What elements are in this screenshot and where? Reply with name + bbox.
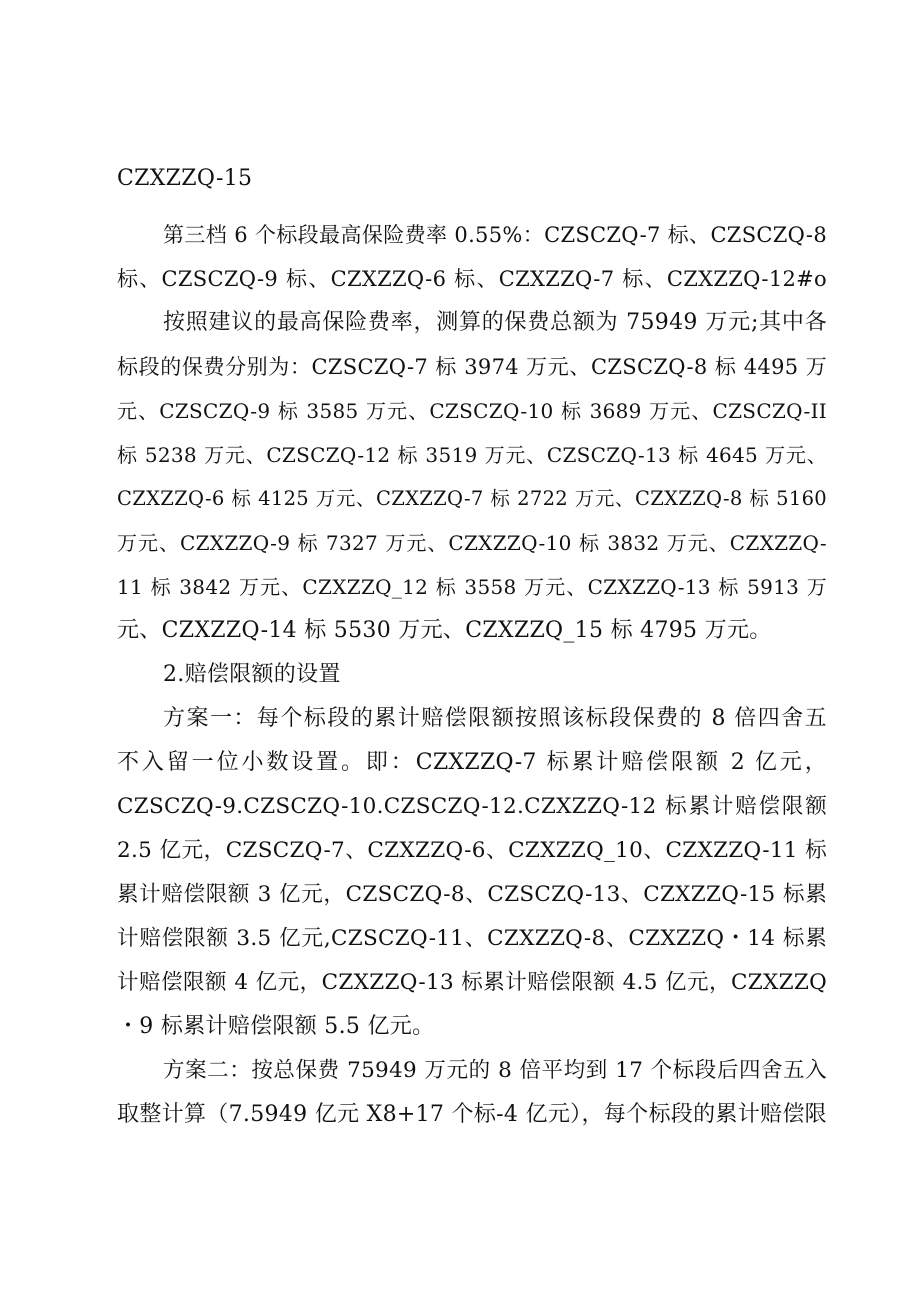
- text-line-15: CZSCZQ-9.CZSCZQ-10.CZSCZQ-12.CZXZZQ-12 标累计赔偿限额: [117, 794, 827, 819]
- text-line-1: CZXZZQ-15: [117, 166, 253, 191]
- text-line-21: 方案二：按总保费 75949 万元的 8 倍平均到 17 个标段后四舍五入: [163, 1058, 827, 1083]
- text-line-10: 11 标 3842 万元、CZXZZQ_12 标 3558 万元、CZXZZQ-13 标 5913 万: [117, 575, 827, 599]
- text-line-22: 取整计算（7.5949 亿元 X8+17 个标-4 亿元），每个标段的累计赔偿限: [117, 1102, 827, 1127]
- text-line-13: 方案一：每个标段的累计赔偿限额按照该标段保费的 8 倍四舍五: [163, 706, 827, 731]
- text-line-16: 2.5 亿元，CZSCZQ-7、CZXZZQ-6、CZXZZQ_10、CZXZZQ-11 标: [117, 838, 827, 863]
- text-line-2: 第三档 6 个标段最高保险费率 0.55%：CZSCZQ-7 标、CZSCZQ-8: [163, 223, 827, 247]
- text-line-18: 计赔偿限额 3.5 亿元,CZSCZQ-11、CZXZZQ-8、CZXZZQ・14 标累: [117, 926, 827, 951]
- text-line-11: 元、CZXZZQ-14 标 5530 万元、CZXZZQ_15 标 4795 万元。: [117, 618, 772, 643]
- text-line-7: 标 5238 万元、CZSCZQ-12 标 3519 万元、CZSCZQ-13 标 4645 万元、: [117, 443, 827, 467]
- text-line-6: 元、CZSCZQ-9 标 3585 万元、CZSCZQ-10 标 3689 万元、CZSCZQ-II: [117, 399, 827, 423]
- text-line-5: 标段的保费分别为：CZSCZQ-7 标 3974 万元、CZSCZQ-8 标 4495 万: [117, 355, 827, 379]
- text-line-17: 累计赔偿限额 3 亿元，CZSCZQ-8、CZSCZQ-13、CZXZZQ-15 标累: [117, 882, 827, 907]
- text-line-14: 不入留一位小数设置。即：CZXZZQ-7 标累计赔偿限额 2 亿元，: [117, 750, 827, 775]
- text-line-20: ・9 标累计赔偿限额 5.5 亿元。: [117, 1014, 435, 1039]
- text-line-9: 万元、CZXZZQ-9 标 7327 万元、CZXZZQ-10 标 3832 万元、CZXZZQ-: [117, 531, 827, 555]
- text-line-19: 计赔偿限额 4 亿元，CZXZZQ-13 标累计赔偿限额 4.5 亿元，CZXZZQ: [117, 970, 827, 995]
- text-line-3: 标、CZSCZQ-9 标、CZXZZQ-6 标、CZXZZQ-7 标、CZXZZQ-12#o: [117, 267, 827, 291]
- text-line-8: CZXZZQ-6 标 4125 万元、CZXZZQ-7 标 2722 万元、CZXZZQ-8 标 5160: [117, 487, 827, 510]
- section-heading: 2.赔偿限额的设置: [163, 662, 341, 687]
- text-line-4: 按照建议的最高保险费率，测算的保费总额为 75949 万元;其中各: [163, 310, 827, 335]
